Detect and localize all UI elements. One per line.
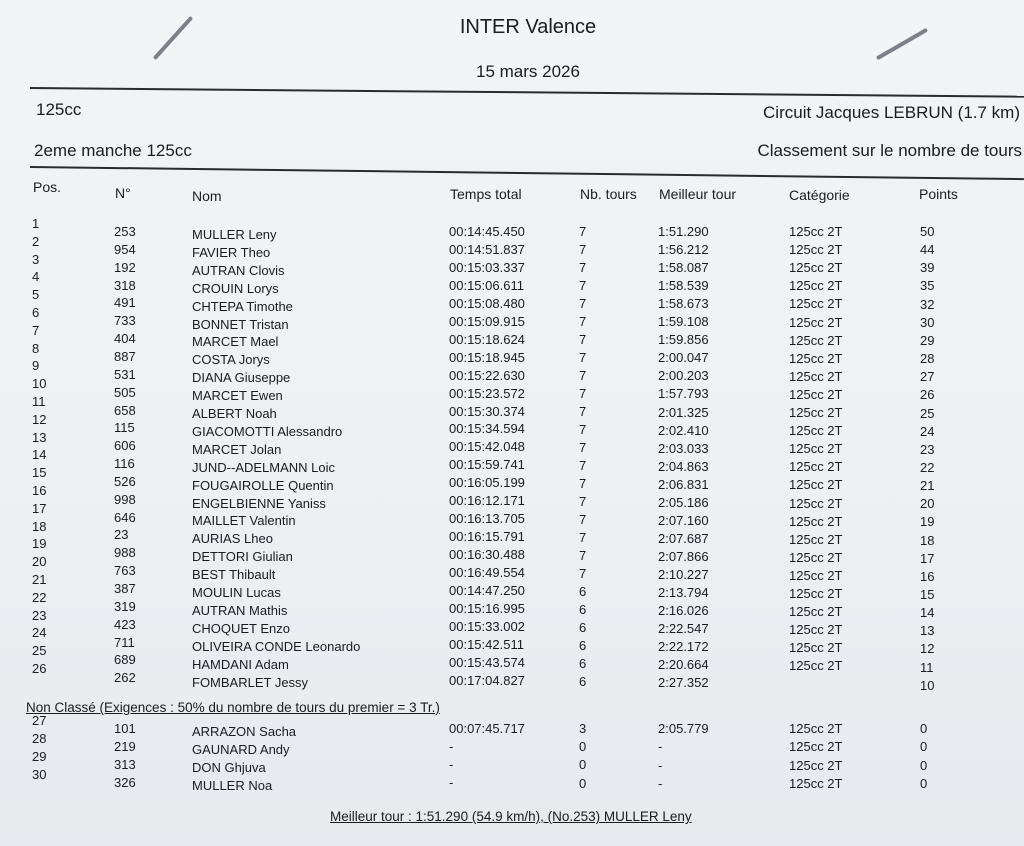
cell-num: 319 (114, 598, 136, 614)
cell-best: 2:00.047 (658, 350, 709, 366)
cell-total: - (449, 775, 454, 791)
cell-num: 491 (114, 295, 136, 311)
cell-cat: 125cc 2T (789, 739, 843, 755)
cell-pts: 50 (920, 224, 935, 239)
cell-pts: 44 (920, 242, 935, 258)
cell-laps: 6 (579, 638, 587, 653)
cell-total: 00:15:59.741 (449, 457, 525, 473)
cell-name: CROUIN Lorys (192, 280, 279, 296)
cell-laps: 6 (579, 584, 587, 599)
cell-cat: 125cc 2T (789, 721, 843, 736)
cell-total: 00:16:49.554 (449, 565, 525, 581)
cell-name: AUTRAN Mathis (192, 602, 288, 618)
cell-pts: 32 (920, 296, 935, 312)
cell-num: 505 (114, 384, 136, 400)
cell-total: 00:15:42.511 (449, 636, 524, 652)
circuit-label: Circuit Jacques LEBRUN (1.7 km) (763, 103, 1020, 122)
cell-pts: 28 (920, 351, 935, 367)
cell-cat: 125cc 2T (789, 549, 843, 565)
cell-num: 115 (114, 420, 135, 436)
cell-laps: 7 (579, 314, 587, 329)
cell-cat: 125cc 2T (789, 224, 843, 239)
cell-pts: 12 (920, 641, 935, 657)
cell-laps: 0 (579, 757, 587, 773)
cell-cat: 125cc 2T (789, 567, 843, 583)
cell-best: 1:59.108 (658, 314, 709, 330)
cell-pos: 1 (32, 216, 40, 231)
cell-name: OLIVEIRA CONDE Leonardo (192, 638, 361, 654)
cell-pos: 8 (32, 340, 40, 356)
cell-num: 192 (114, 259, 136, 275)
cell-laps: 0 (579, 775, 587, 791)
cell-cat: 125cc 2T (789, 757, 843, 773)
cell-total: - (449, 739, 454, 755)
cell-cat: 125cc 2T (789, 640, 843, 656)
cell-laps: 7 (579, 548, 587, 563)
cell-pts: 15 (920, 587, 935, 602)
cell-best: 1:56.212 (658, 242, 709, 258)
cell-pos: 12 (32, 411, 47, 427)
cell-pts: 19 (920, 514, 935, 530)
cell-pos: 6 (32, 305, 40, 320)
event-title: INTER Valence (459, 16, 597, 38)
cell-best: 2:07.160 (658, 512, 709, 528)
cell-name: BONNET Tristan (192, 316, 289, 332)
cell-laps: 7 (579, 512, 587, 527)
cell-num: 262 (114, 670, 136, 686)
cell-total: 00:15:18.624 (449, 331, 525, 347)
cell-pos: 13 (32, 429, 47, 445)
cell-pts: 35 (920, 278, 935, 294)
col-header-pos: Pos. (33, 179, 62, 195)
cell-cat: 125cc 2T (789, 658, 843, 674)
cell-total: 00:15:22.630 (449, 367, 525, 383)
cell-pts: 39 (920, 260, 935, 276)
cell-num: 116 (114, 456, 135, 472)
cell-best: 2:13.794 (658, 585, 709, 600)
cell-pos: 20 (32, 554, 47, 570)
cell-name: ALBERT Noah (192, 406, 277, 421)
cell-pts: 14 (920, 605, 935, 621)
cell-name: FOUGAIROLLE Quentin (192, 477, 334, 493)
cell-pts: 22 (920, 459, 935, 475)
cell-num: 526 (114, 473, 136, 489)
cell-cat: 125cc 2T (789, 495, 843, 511)
cell-best: 2:20.664 (658, 657, 709, 673)
cell-total: 00:15:18.945 (449, 349, 525, 365)
cell-name: FAVIER Theo (192, 244, 271, 260)
cell-best: 1:58.087 (658, 260, 709, 276)
non-classified-label: Non Classé (Exigences : 50% du nombre de tours du premier = 3 Tr.) (26, 700, 440, 715)
cell-num: 219 (114, 739, 136, 755)
cell-name: HAMDANI Adam (192, 656, 289, 672)
cell-total: 00:14:45.450 (449, 224, 525, 239)
cell-num: 531 (114, 366, 136, 382)
event-date: 15 mars 2026 (476, 62, 580, 81)
cell-cat: 125cc 2T (789, 622, 843, 638)
cell-best: 1:57.793 (658, 386, 709, 402)
cell-laps: 3 (579, 721, 587, 736)
cell-name: BEST Thibault (192, 567, 276, 583)
cell-pts: 17 (920, 550, 935, 566)
cell-cat: 125cc 2T (789, 278, 843, 294)
cell-best: 2:02.410 (658, 422, 709, 438)
cell-name: MAILLET Valentin (192, 513, 296, 529)
cell-cat: 125cc 2T (789, 477, 843, 493)
cell-pts: 21 (920, 478, 935, 494)
cell-cat: 125cc 2T (789, 332, 843, 348)
col-header-number: N° (115, 185, 131, 201)
cell-best: 1:58.539 (658, 278, 709, 294)
cell-cat: 125cc 2T (789, 604, 843, 620)
category-label: 125cc (36, 100, 82, 119)
cell-best: 1:51.290 (658, 224, 709, 239)
cell-name: COSTA Jorys (192, 352, 270, 368)
cell-total: 00:16:05.199 (449, 475, 525, 491)
cell-laps: 7 (579, 566, 587, 581)
cell-name: ENGELBIENNE Yaniss (192, 495, 326, 511)
cell-laps: 7 (579, 332, 587, 347)
cell-pts: 13 (920, 623, 935, 639)
cell-name: MULLER Leny (192, 227, 277, 242)
header-rule-top (30, 87, 1024, 97)
cell-laps: 7 (579, 530, 587, 545)
cell-pos: 28 (32, 731, 47, 746)
cell-laps: 6 (579, 602, 587, 617)
cell-pos: 7 (32, 322, 40, 338)
cell-pos: 21 (32, 572, 47, 587)
cell-name: DIANA Giuseppe (192, 370, 291, 386)
cell-best: 2:07.687 (658, 530, 709, 546)
cell-total: 00:16:13.705 (449, 511, 525, 527)
cell-pos: 24 (32, 625, 47, 641)
cell-name: MARCET Ewen (192, 388, 283, 404)
cell-num: 101 (114, 721, 136, 736)
cell-cat: 125cc 2T (789, 405, 843, 420)
cell-total: 00:15:03.337 (449, 259, 525, 275)
cell-pts: 18 (920, 532, 935, 548)
cell-total: 00:15:33.002 (449, 618, 525, 634)
cell-laps: 7 (579, 476, 587, 491)
cell-total: 00:14:47.250 (449, 583, 525, 598)
cell-pos: 22 (32, 589, 47, 605)
cell-best: 2:07.866 (658, 548, 709, 564)
cell-total: 00:15:16.995 (449, 600, 525, 616)
cell-pos: 16 (32, 483, 47, 498)
cell-cat: 125cc 2T (789, 423, 843, 439)
cell-total: 00:07:45.717 (449, 721, 525, 736)
cell-cat: 125cc 2T (789, 441, 843, 457)
cell-num: 763 (114, 563, 136, 579)
cell-best: - (658, 775, 663, 791)
ranking-type: Classement sur le nombre de tours (757, 141, 1022, 160)
cell-best: 2:22.547 (658, 621, 709, 637)
cell-best: 2:00.203 (658, 368, 709, 384)
cell-pos: 29 (32, 749, 47, 764)
cell-total: 00:16:15.791 (449, 529, 525, 545)
cell-pos: 15 (32, 465, 47, 481)
cell-pts: 23 (920, 441, 935, 457)
cell-pos: 2 (32, 233, 40, 249)
cell-laps: 7 (579, 404, 587, 419)
cell-best: 2:04.863 (658, 458, 709, 474)
cell-name: AUTRAN Clovis (192, 262, 285, 278)
cell-total: 00:15:08.480 (449, 295, 525, 311)
cell-num: 646 (114, 509, 136, 525)
cell-best: 2:05.779 (658, 721, 709, 736)
cell-num: 606 (114, 438, 136, 454)
cell-name: MOULIN Lucas (192, 585, 281, 600)
cell-cat: 125cc 2T (789, 368, 843, 384)
cell-num: 387 (114, 581, 136, 596)
cell-pos: 5 (32, 287, 40, 303)
cell-pts: 24 (920, 423, 935, 439)
col-header-total-time: Temps total (450, 186, 522, 202)
cell-cat: 125cc 2T (789, 775, 843, 791)
cell-cat: 125cc 2T (789, 531, 843, 547)
cell-pos: 18 (32, 518, 47, 534)
cell-best: 2:06.831 (658, 476, 709, 492)
cell-num: 326 (114, 775, 136, 791)
cell-num: 658 (114, 402, 136, 418)
cell-total: - (449, 757, 454, 773)
cell-pts: 16 (920, 568, 935, 584)
cell-laps: 6 (579, 620, 587, 635)
cell-pos: 10 (32, 376, 47, 392)
cell-best: 2:27.352 (658, 675, 709, 691)
cell-total: 00:16:12.171 (449, 493, 525, 509)
cell-laps: 7 (579, 260, 587, 275)
cell-pos: 30 (32, 767, 47, 782)
cell-name: DETTORI Giulian (192, 549, 293, 565)
cell-num: 998 (114, 491, 136, 507)
cell-laps: 6 (579, 656, 587, 671)
cell-laps: 7 (579, 350, 587, 365)
cell-total: 00:14:51.837 (449, 241, 525, 257)
cell-name: AURIAS Lheo (192, 531, 273, 547)
cell-cat: 125cc 2T (789, 459, 843, 475)
cell-cat: 125cc 2T (789, 350, 843, 366)
cell-num: 887 (114, 348, 136, 364)
header-rule-bottom (30, 166, 1024, 180)
cell-best: 1:58.673 (658, 296, 709, 312)
cell-laps: 7 (579, 386, 587, 401)
cell-best: 2:22.172 (658, 639, 709, 655)
cell-total: 00:15:09.915 (449, 313, 525, 329)
cell-pos: 27 (32, 713, 47, 728)
cell-num: 988 (114, 545, 136, 561)
cell-total: 00:15:23.572 (449, 385, 525, 401)
cell-total: 00:16:30.488 (449, 547, 525, 563)
cell-total: 00:15:06.611 (449, 277, 524, 293)
cell-pos: 3 (32, 251, 40, 267)
cell-pos: 19 (32, 536, 47, 552)
cell-cat: 125cc 2T (789, 242, 843, 258)
cell-best: 2:01.325 (658, 404, 709, 420)
cell-pts: 20 (920, 496, 935, 512)
race-name: 2eme manche 125cc (34, 141, 192, 160)
cell-laps: 6 (579, 674, 587, 689)
cell-name: DON Ghjuva (192, 760, 266, 776)
cell-name: GIACOMOTTI Alessandro (192, 423, 343, 439)
cell-laps: 7 (579, 278, 587, 293)
cell-pts: 25 (920, 405, 935, 421)
cell-best: 2:10.227 (658, 566, 709, 582)
cell-pos: 17 (32, 500, 47, 516)
cell-name: GAUNARD Andy (192, 742, 290, 758)
cell-pts: 10 (920, 677, 935, 693)
cell-name: FOMBARLET Jessy (192, 674, 309, 690)
cell-num: 733 (114, 313, 136, 329)
cell-name: JUND--ADELMANN Loic (192, 459, 336, 475)
col-header-points: Points (919, 186, 958, 202)
cell-name: MULLER Noa (192, 778, 273, 794)
cell-pts: 0 (920, 739, 928, 755)
cell-cat: 125cc 2T (789, 314, 843, 330)
cell-num: 954 (114, 241, 136, 257)
cell-best: 2:03.033 (658, 440, 709, 456)
cell-pos: 23 (32, 607, 47, 623)
cell-cat: 125cc 2T (789, 296, 843, 312)
cell-cat: 125cc 2T (789, 513, 843, 529)
cell-laps: 7 (579, 494, 587, 509)
cell-pts: 0 (920, 757, 928, 773)
cell-pts: 29 (920, 332, 935, 348)
cell-num: 253 (114, 224, 136, 239)
cell-pos: 4 (32, 269, 40, 285)
cell-pos: 14 (32, 447, 47, 463)
cell-pts: 30 (920, 314, 935, 330)
cell-num: 711 (114, 634, 135, 650)
cell-cat: 125cc 2T (789, 586, 843, 601)
cell-num: 689 (114, 652, 136, 668)
cell-pts: 0 (920, 776, 928, 792)
cell-laps: 7 (579, 224, 587, 239)
col-header-best-lap: Meilleur tour (659, 186, 737, 202)
cell-laps: 7 (579, 242, 587, 257)
cell-num: 404 (114, 331, 136, 347)
col-header-name: Nom (192, 188, 222, 204)
cell-pts: 0 (920, 721, 928, 736)
cell-pos: 11 (32, 394, 46, 409)
cell-num: 423 (114, 616, 136, 632)
cell-name: MARCET Jolan (192, 441, 282, 457)
cell-name: MARCET Mael (192, 334, 279, 350)
cell-num: 318 (114, 277, 136, 293)
cell-pos: 25 (32, 643, 47, 659)
cell-total: 00:15:30.374 (449, 403, 525, 419)
cell-cat: 125cc 2T (789, 386, 843, 402)
best-lap-footer: Meilleur tour : 1:51.290 (54.9 km/h), (No.253) MULLER Leny (330, 809, 692, 824)
cell-laps: 7 (579, 440, 587, 455)
cell-laps: 7 (579, 296, 587, 311)
col-header-laps: Nb. tours (580, 186, 637, 202)
cell-total: 00:15:43.574 (449, 654, 525, 670)
cell-best: 1:59.856 (658, 332, 709, 348)
col-header-category: Catégorie (789, 187, 850, 203)
cell-best: - (658, 739, 663, 755)
cell-pts: 11 (920, 659, 934, 675)
cell-name: CHTEPA Timothe (192, 298, 293, 314)
cell-best: 2:05.186 (658, 494, 709, 510)
cell-total: 00:17:04.827 (449, 672, 525, 688)
cell-best: 2:16.026 (658, 603, 709, 619)
cell-num: 23 (114, 527, 129, 543)
cell-laps: 7 (579, 368, 587, 383)
cell-laps: 7 (579, 458, 587, 473)
cell-laps: 0 (579, 739, 587, 755)
cell-total: 00:15:34.594 (449, 421, 525, 437)
cell-num: 313 (114, 757, 136, 773)
cell-pts: 26 (920, 387, 935, 403)
cell-total: 00:15:42.048 (449, 439, 525, 455)
cell-pts: 27 (920, 369, 935, 385)
cell-laps: 7 (579, 422, 587, 437)
cell-pos: 26 (32, 661, 47, 676)
cell-pos: 9 (32, 358, 40, 374)
cell-name: CHOQUET Enzo (192, 620, 291, 636)
cell-best: - (658, 757, 663, 773)
cell-name: ARRAZON Sacha (192, 724, 297, 739)
cell-cat: 125cc 2T (789, 260, 843, 276)
